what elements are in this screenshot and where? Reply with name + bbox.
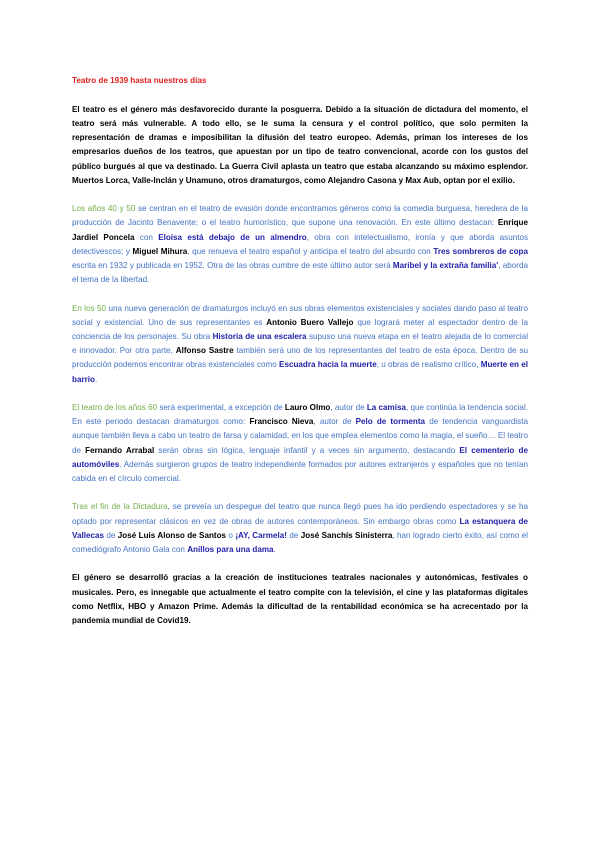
text-run: . [273,545,276,555]
period-label: El teatro de los años 60 [72,403,158,413]
paragraph-anos-60 [72,401,528,486]
text-run: será experimental, a excepción de [157,403,285,413]
work-title: El cementerio de automóviles [72,445,528,469]
text-run: serán obras sin lógica, lenguaje infantil y a veces sin argumento, destacando [154,445,460,455]
work-title: Anillos para una dama [187,545,274,555]
text-run: escrita en 1932 y publicada en 1952. Otra de las obras cumbre de este último autor será [72,261,393,271]
work-title: ¡AY, Carmela! [235,530,287,540]
author-name: José Sanchís Sinisterra [300,530,393,540]
text-run: con [134,232,159,242]
paragraph-actualidad [72,571,528,628]
text-run: , autor de [313,417,356,427]
text-run: , se preveía un despegue del teatro que nunca llegó pues ha ido perdiendo espectadores y se ha optado por representar clásicos en vez de obras de autores contemporáneos. Sin embargo obras como [72,502,528,526]
text-run: de [103,530,118,540]
text-run: se centran en el teatro de evasión donde encontramos géneros como la comedia burguesa, heredera de la producción de Jacinto Benavente; o el teatro humorístico, que supone una renovación. En este último destacan: [72,204,528,228]
author-name: José Luis Alonso de Santos [117,530,227,540]
document-title: Teatro de 1939 hasta nuestros días [72,76,207,85]
paragraph-anos-50 [72,302,528,387]
work-title: La estanquera de Vallecas [72,516,528,540]
text-run: , aborda el tema de la libertad. [72,261,528,285]
author-name: Antonio Buero Vallejo [266,317,354,327]
text-run: . Además surgieron grupos de teatro independiente formados por autores extranjeros y españoles que no tenían cabida en el círculo comercial. [72,459,528,484]
document-page [72,74,528,642]
period-label: Tras el fin de la Dictadura [72,502,168,512]
author-name: Miguel Mihura [132,246,188,256]
author-name: Fernando Arrabal [85,445,155,455]
work-title: La camisa [366,403,406,413]
paragraph-fin-dictadura [72,500,528,557]
text-run: supuso una nueva etapa en el teatro alejada de lo comercial e innovador. Por otra parte, [72,332,529,356]
text-run: , han logrado cierto éxito, así como el comediógrafo Antonio Gala con [72,530,528,555]
text-run: , autor de [330,403,367,413]
work-title: Historia de una escalera [212,332,307,342]
paragraph-posguerra [72,103,528,188]
work-title: Tres sombreros de copa [433,246,528,256]
work-title: Maribel y la extraña familia' [392,261,499,271]
text-run: de tendencia vanguardista aunque también lleva a cabo un teatro de farsa y calamidad, en los que emplea elementos como la magia, el sueño… El teatro de [72,417,528,455]
author-name: Enrique Jardiel Poncela [72,218,528,242]
text-run: ; u obras de realismo crítico, [376,360,481,370]
text-run: de [286,530,301,540]
text-run: , obra con intelectualismo, ironía y que aborda asuntos detectivescos; y [72,232,528,256]
period-label: Los años 40 y 50 [72,204,136,214]
text-run: que logrará meter al espectador dentro de la conciencia de los personajes. Su obra [72,317,529,342]
text-run: una nueva generación de dramaturgos incluyó en sus obras elementos existenciales y sociales dando paso al teatro social y existencial. Uno de sus representantes es [72,303,528,327]
text-run: o [226,530,236,540]
work-title: Muerte en el barrio [72,360,528,384]
text-run: El género se desarrolló gracias a la creación de instituciones teatrales nacionales y autonómicas, festivales o musicales. Pero, es innegable que actualmente el teatro compite con la televisión, el cine y las plataformas digitales como Netflix, HBO y Amazon Prime. Además la dificultad de la rentabilidad económica se ha acrecentado por la pandemia mundial de Covid19. [72,573,528,626]
text-run: El teatro es el género más desfavorecido durante la posguerra. Debido a la situación de dictadura del momento, el teatro será más vulnerable. A todo ello, se le suma la censura y el control político, que solo permiten la representación de dramas e imposibilitan la difusión del teatro europeo. Además, priman los intereses de los empresarios dueños de los teatros, que apuestan por un tipo de teatro convencional, acorde con los gustos del público burgués al que va destinado. La Guerra Civil aplasta un teatro que estaba alcanzando su máximo esplendor. Muertos Lorca, Valle-Inclán y Unamuno, otros dramaturgos, como Alejandro Casona y Max Aub, optan por el exilio. [72,104,528,185]
work-title: Escuadra hacia la muerte [279,360,377,370]
work-title: Pelo de tormenta [355,417,426,427]
author-name: Alfonso Sastre [175,346,234,356]
text-run: , que renueva el teatro español y anticipa el teatro del absurdo con [187,246,434,256]
author-name: Francisco Nieva [249,417,314,427]
text-run: también será uno de los representantes del teatro de esta época. Dentro de su producción podemos encontrar obras existenciales como [72,346,528,370]
work-title: Eloísa está debajo de un almendro [158,232,307,242]
paragraph-anos-40-50 [72,202,528,287]
period-label: En los 50 [72,303,107,313]
author-name: Lauro Olmo [284,403,331,413]
text-run: , que continúa la tendencia social. En este periodo destacan dramaturgos como: [72,403,528,427]
text-run: . [94,374,98,384]
